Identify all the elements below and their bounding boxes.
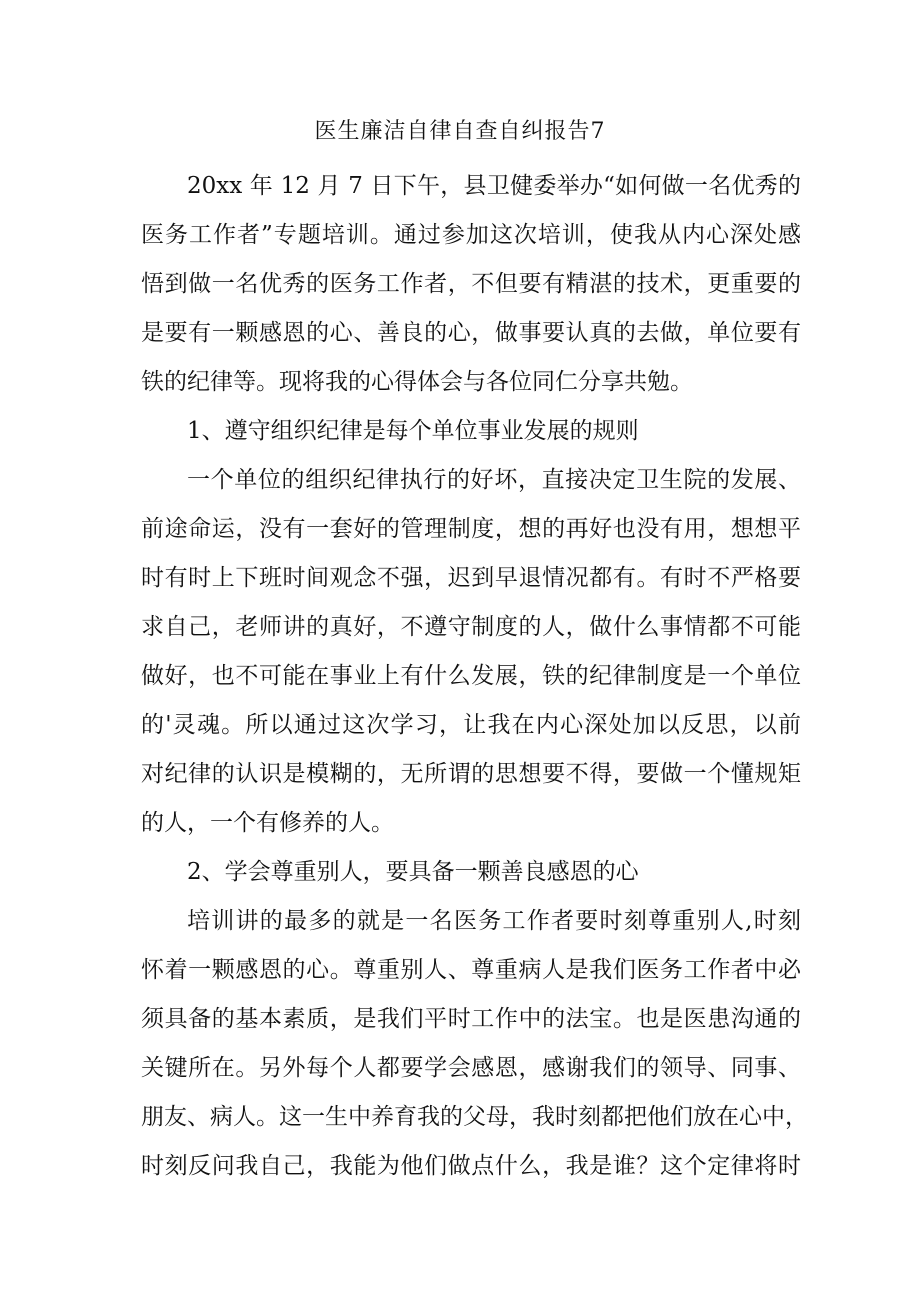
paragraph-line: 前途命运，没有一套好的管理制度，想的再好也没有用，想想平	[141, 516, 801, 542]
document-title: 医生廉洁自律自查自纠报告7	[314, 119, 606, 144]
paragraph-line: 做好，也不可能在事业上有什么发展，铁的纪律制度是一个单位	[141, 663, 801, 689]
paragraph-line: 怀着一颗感恩的心。尊重别人、尊重病人是我们医务工作者中必	[141, 957, 801, 983]
paragraph-line: 的'灵魂。所以通过这次学习，让我在内心深处加以反思，以前	[141, 712, 801, 738]
paragraph-line: 一个单位的组织纪律执行的好坏，直接决定卫生院的发展、	[187, 467, 801, 493]
paragraph-line: 铁的纪律等。现将我的心得体会与各位同仁分享共勉。	[141, 369, 693, 395]
section-heading: 2、学会尊重别人，要具备一颗善良感恩的心	[187, 859, 639, 885]
paragraph-line: 时有时上下班时间观念不强，迟到早退情况都有。有时不严格要	[141, 565, 801, 591]
paragraph-line: 培训讲的最多的就是一名医务工作者要时刻尊重别人,时刻	[187, 908, 801, 934]
paragraph-line: 悟到做一名优秀的医务工作者，不但要有精湛的技术，更重要的	[141, 271, 801, 297]
paragraph-line: 的人，一个有修养的人。	[141, 810, 394, 836]
section-heading: 1、遵守组织纪律是每个单位事业发展的规则	[187, 418, 639, 444]
paragraph-line: 朋友、病人。这一生中养育我的父母，我时刻都把他们放在心中，	[141, 1104, 808, 1130]
paragraph-line: 20xx 年 12 月 7 日下午，县卫健委举办“如何做一名优秀的	[187, 173, 801, 199]
paragraph-line: 是要有一颗感恩的心、善良的心，做事要认真的去做，单位要有	[141, 320, 801, 346]
paragraph-line: 医务工作者”专题培训。通过参加这次培训，使我从内心深处感	[141, 222, 801, 248]
paragraph-line: 关键所在。另外每个人都要学会感恩，感谢我们的领导、同事、	[141, 1055, 801, 1081]
paragraph-line: 时刻反问我自己，我能为他们做点什么，我是谁？这个定律将时	[141, 1153, 801, 1179]
paragraph-line: 须具备的基本素质，是我们平时工作中的法宝。也是医患沟通的	[141, 1006, 801, 1032]
paragraph-line: 求自己，老师讲的真好，不遵守制度的人，做什么事情都不可能	[141, 614, 801, 640]
paragraph-line: 对纪律的认识是模糊的，无所谓的思想要不得，要做一个懂规矩	[141, 761, 801, 787]
